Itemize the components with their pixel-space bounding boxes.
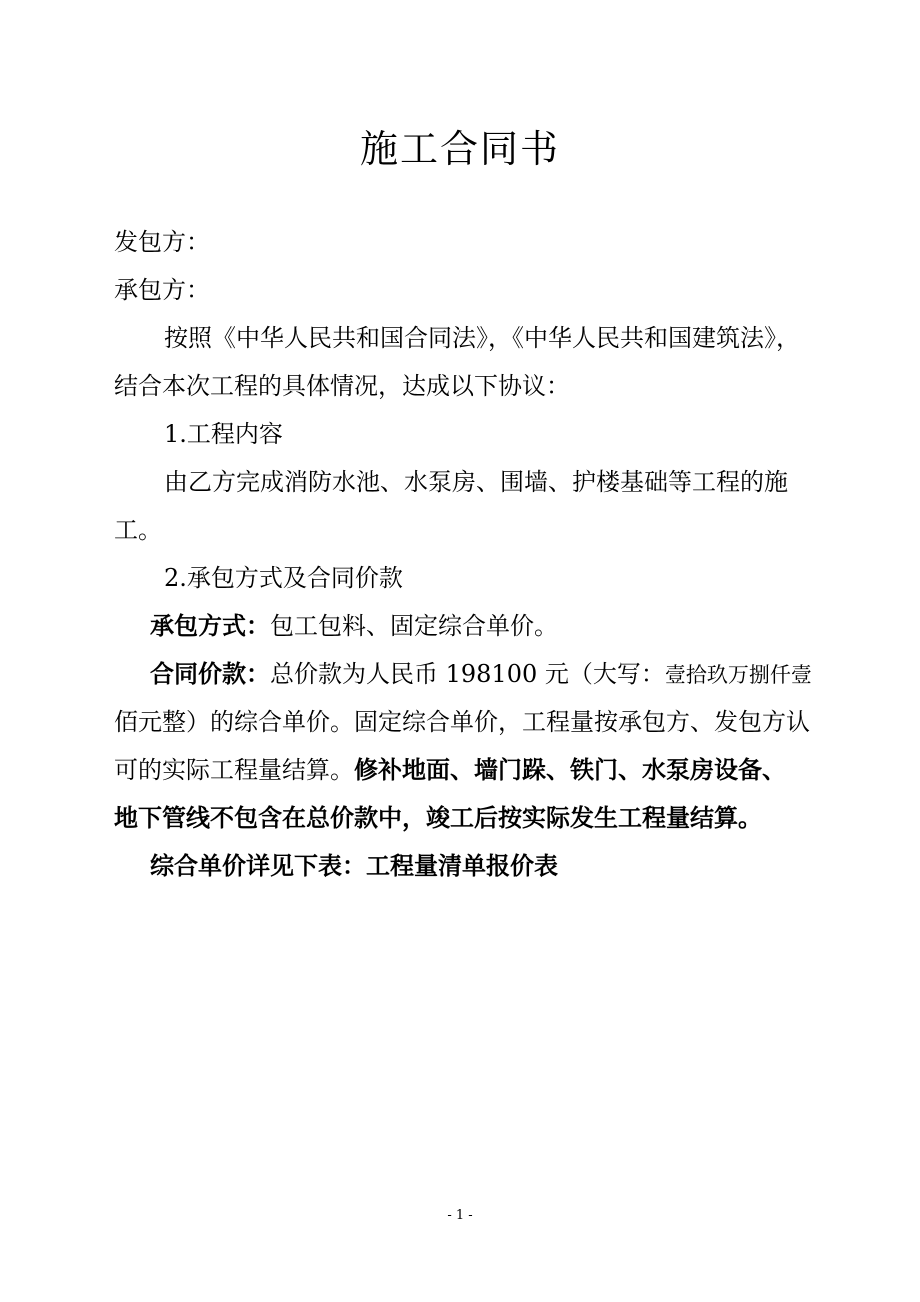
price-line-4: 地下管线不包含在总价款中，竣工后按实际发生工程量结算。 [114, 803, 762, 832]
price-text-a: 总价款为人民币 198100 元（大写： [270, 660, 665, 688]
document-title: 施工合同书 [359, 127, 560, 171]
intro-line-1: 按照《中华人民共和国合同法》，《中华人民共和国建筑法》， [164, 324, 800, 352]
section-1-heading: 1.工程内容 [164, 420, 283, 448]
price-line-2: 佰元整）的综合单价。固定综合单价，工程量按承包方、发包方认 [114, 708, 810, 736]
intro-line-2: 结合本次工程的具体情况，达成以下协议： [114, 372, 570, 400]
price-label: 合同价款： [150, 659, 270, 688]
price-line-3 [114, 746, 810, 794]
price-text-b: 壹拾玖万捌仟壹 [664, 663, 812, 687]
employer-line: 发包方： [114, 228, 210, 256]
price-line-1 [114, 650, 810, 698]
price-line-3-bold: 修补地面、墙门跺、铁门、水泵房设备、 [354, 755, 786, 784]
document-body [114, 218, 810, 890]
unit-price-note: 综合单价详见下表：工程量清单报价表 [150, 851, 558, 880]
price-line-3-normal: 可的实际工程量结算。 [114, 756, 354, 784]
contract-mode-label: 承包方式： [150, 611, 270, 640]
section-1-line-1: 由乙方完成消防水池、水泵房、围墙、护楼基础等工程的施 [164, 468, 788, 496]
contract-mode-value: 包工包料、固定综合单价。 [270, 612, 558, 640]
section-2-heading: 2.承包方式及合同价款 [164, 564, 403, 592]
section-1-line-2: 工。 [114, 516, 162, 544]
page-number: - 1 - [447, 1208, 473, 1223]
contractor-line: 承包方： [114, 276, 210, 304]
contract-mode-line [114, 602, 810, 650]
